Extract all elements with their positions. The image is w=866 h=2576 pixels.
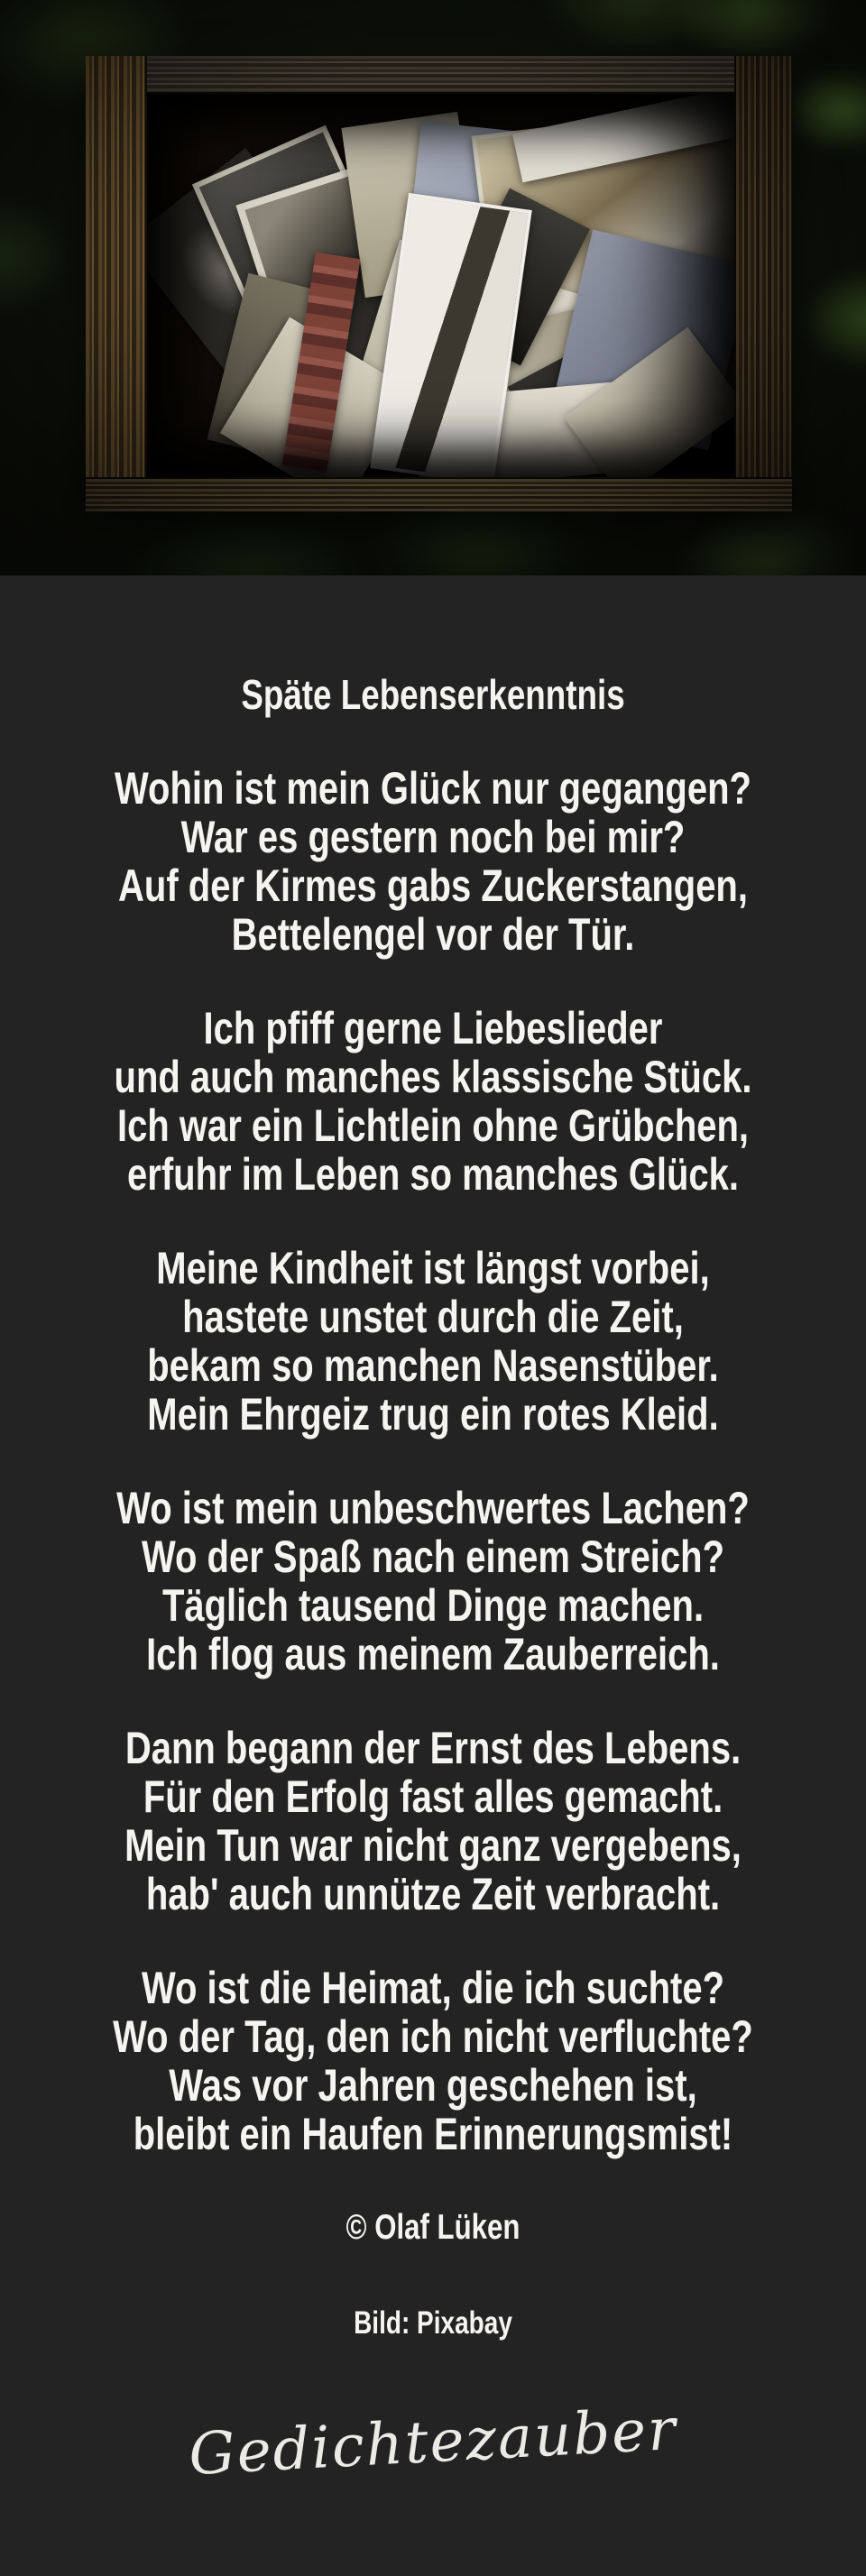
box-rail-bottom <box>86 477 792 511</box>
poem-line: Was vor Jahren geschehen ist, <box>169 2060 697 2111</box>
poem-line: hastete unstet durch die Zeit, <box>182 1292 684 1342</box>
poem-line: Ich war ein Lichtlein ohne Grübchen, <box>116 1100 750 1151</box>
poem-line: Dann begann der Ernst des Lebens. <box>124 1723 742 1773</box>
poem-title: Späte Lebenserkenntnis <box>241 671 625 718</box>
poem-line: Meine Kindheit ist längst vorbei, <box>156 1243 710 1293</box>
stanza <box>27 764 839 959</box>
poem-line: Wo ist mein unbeschwertes Lachen? <box>116 1483 750 1533</box>
poem-line: Täglich tausend Dinge machen. <box>161 1580 705 1631</box>
poem-line: Wo ist die Heimat, die ich suchte? <box>141 1963 725 2013</box>
poem-line: und auch manches klassische Stück. <box>114 1052 752 1102</box>
poem-line: Wo der Spaß nach einem Streich? <box>141 1532 725 1582</box>
poem-line: Für den Erfolg fast alles gemacht. <box>143 1771 723 1822</box>
poem-stanzas <box>27 764 839 2158</box>
stanza <box>27 1964 839 2158</box>
stanza <box>27 1724 839 1918</box>
poem-line: erfuhr im Leben so manches Glück. <box>127 1149 739 1200</box>
box-opening <box>145 92 736 479</box>
poem-line: bekam so manchen Nasenstüber. <box>147 1340 719 1391</box>
box-rail-right <box>734 56 792 511</box>
wooden-box <box>86 56 792 511</box>
poem-line: Ich pfiff gerne Liebeslieder <box>203 1003 663 1053</box>
photo-pile <box>145 92 736 479</box>
poem-line: Ich flog aus meinem Zauberreich. <box>146 1629 720 1679</box>
stanza <box>27 1004 839 1199</box>
stanza <box>27 1484 839 1679</box>
box-rail-top <box>86 56 792 94</box>
stanza <box>27 1244 839 1439</box>
poem-line: bleibt ein Haufen Erinnerungsmist! <box>133 2109 733 2159</box>
poem-line: War es gestern noch bei mir? <box>180 812 686 862</box>
hero-photo <box>0 0 866 575</box>
poem <box>0 575 866 2501</box>
poem-line: Auf der Kirmes gabs Zuckerstangen, <box>118 860 748 911</box>
poem-line: hab' auch unnütze Zeit verbracht. <box>145 1869 721 1919</box>
author-credit: © Olaf Lüken <box>345 2208 521 2247</box>
poem-line: Wo der Tag, den ich nicht verfluchte? <box>113 2011 753 2062</box>
poem-line: Bettelengel vor der Tür. <box>231 909 635 960</box>
poem-line: Wohin ist mein Glück nur gegangen? <box>115 763 751 814</box>
poem-line: Mein Tun war nicht ganz vergebens, <box>124 1820 742 1871</box>
box-rail-left <box>86 56 147 511</box>
poem-line: Mein Ehrgeiz trug ein rotes Kleid. <box>147 1389 719 1440</box>
signature: Gedichtezauber <box>187 2396 679 2489</box>
image-credit: Bild: Pixabay <box>354 2305 512 2341</box>
